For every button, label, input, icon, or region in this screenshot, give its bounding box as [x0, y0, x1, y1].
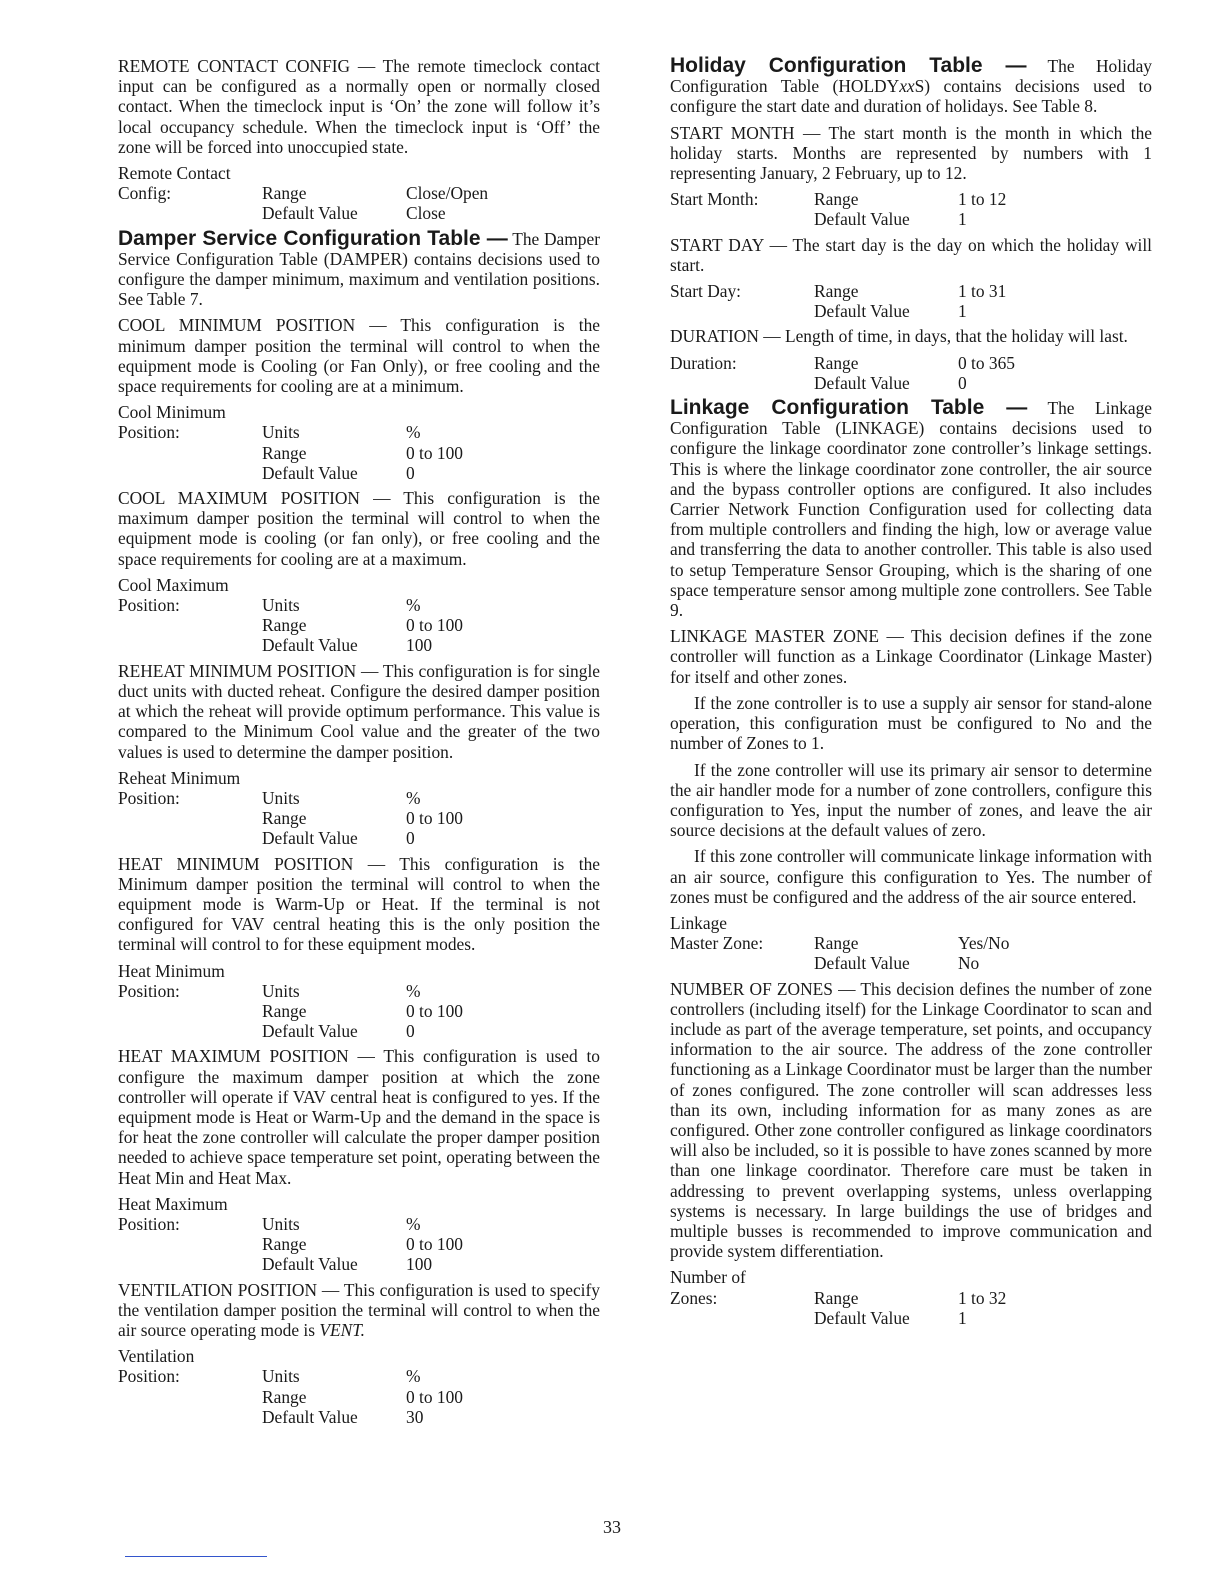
damper-heading: Damper Service Configuration Table — [118, 226, 508, 250]
start-day-config: Start Day: Range 1 to 31 Default Value 1 [670, 281, 1007, 322]
cool-min-text: COOL MINIMUM POSITION — This configuration is the minimum damper position the terminal will control to when the equipment mode is Cooling (or Fan Only), or free cooling and the space requirements for cooling are at a minimum. [118, 315, 600, 397]
start-month-text: START MONTH — The start month is the month in which the holiday starts. Months are represented by numbers with 1 representing January, 2 February, up to 12. [670, 122, 1152, 184]
heat-max-config: Heat Maximum Position: Units % Range 0 to 100 Default Value 100 [118, 1193, 464, 1275]
reheat-min-text: REHEAT MINIMUM POSITION — This configuration is for single duct units with ducted reheat. Configure the desired damper position at which the reheat will provide optimum performance. This value is compared to the Minimum Cool value and the greater of the two values is used to determine the damper position. [118, 660, 600, 762]
heat-max-text: HEAT MAXIMUM POSITION — This configuration is used to configure the maximum damper position at which the zone controller will operate if VAV central heat is configured to yes. If the equipment mode is Heat or Warm-Up and the demand in the space is for heat the zone controller will calculate the proper damper position needed to achieve space temperature set point, operating between the Heat Min and Heat Max. [118, 1046, 600, 1188]
right-column [670, 56, 1152, 1333]
linkage-master-text: LINKAGE MASTER ZONE — This decision defines if the zone controller will function as a Linkage Coordinator (Linkage Master) for itself and other zones. [670, 626, 1152, 687]
start-day-text: START DAY — The start day is the day on which the holiday will start. [670, 234, 1152, 275]
linkage-master-para1: If the zone controller is to use a supply air sensor for stand-alone operation, this configuration must be configured to No and the number of Zones to 1. [670, 692, 1152, 754]
config-name: Remote Contact [118, 163, 231, 184]
ventilation-config: Ventilation Position: Units % Range 0 to 100 Default Value 30 [118, 1346, 464, 1427]
config-row: Config: Range Close/Open [118, 183, 489, 204]
ventilation-text: VENTILATION POSITION — This configuration is used to specify the ventilation damper position the terminal will control to when the air source operating mode is VENT. [118, 1279, 600, 1340]
cool-min-config: Cool Minimum Position: Units % Range 0 to 100 Default Value 0 [118, 402, 464, 483]
holiday-section: Holiday Configuration Table — The Holiday Configuration Table (HOLDYxxS) contains decisions used to configure the start date and duration of holidays. See Table 8. [670, 54, 1153, 117]
duration-text: DURATION — Length of time, in days, that the holiday will last. [670, 326, 1128, 347]
num-zones-config: Number of Zones: Range 1 to 32 Default Value 1 [670, 1267, 1007, 1328]
page-number: 33 [603, 1517, 621, 1537]
reheat-min-config: Reheat Minimum Position: Units % Range 0 to 100 Default Value 0 [118, 767, 464, 849]
linkage-master-para2: If the zone controller will use its primary air sensor to determine the air handler mode for a number of zone controllers, configure this configuration to Yes, input the number of zones, and leave the air source decisions at the default values of zero. [670, 759, 1152, 841]
num-zones-text: NUMBER OF ZONES — This decision defines the number of zone controllers (including itself) for the Linkage Coordinator to scan and include as part of the average temperature, set points, and occupancy information to the air source. The address of the zone controller functioning as a Linkage Coordinator must be larger than the number of zones configured. The zone controller will scan addresses less than its own, including information for as many zones as are configured. Other zone controller configured as linkage coordinators will also be included, so it is possible to have zones scanned by more than one linkage coordinator. Therefore care must be taken in addressing to prevent overlapping systems, unless overlapping systems is necessary. In large buildings the use of bridges and multiple busses is recommended to improve communication and provide system differentiation. [670, 978, 1152, 1262]
left-column [118, 56, 600, 1432]
linkage-master-para3: If this zone controller will communicate linkage information with an air source, configure this configuration to Yes. The number of zones must be configured and the address of the air source entered. [670, 846, 1152, 907]
holiday-heading: Holiday Configuration Table — [670, 54, 1027, 77]
linkage-section: Linkage Configuration Table — The Linkage Configuration Table (LINKAGE) contains decisions used to configure the linkage coordinator zone controller’s linkage settings. This is where the linkage coordinator zone controller, the air source and the bypass controller options are configured. It also includes Carrier Network Function Configuration used for collecting data from multiple controllers and finding the high, low or average value and transferring the data to another controller. This table is also used to setup Temperature Sensor Grouping, which is the sharing of one space temperature sensor among multiple zone controllers. See Table 9. [670, 396, 1152, 621]
heat-min-config: Heat Minimum Position: Units % Range 0 to 100 Default Value 0 [118, 960, 464, 1042]
cool-max-text: COOL MAXIMUM POSITION — This configuration is the maximum damper position the terminal will control to when the equipment mode is cooling (or fan only), or free cooling and the space requirements for cooling are at a maximum. [118, 488, 600, 569]
linkage-heading: Linkage Configuration Table — [670, 396, 1028, 420]
start-month-config: Start Month: Range 1 to 12 Default Value 1 [670, 189, 1007, 230]
config-row: Default Value Close [262, 203, 446, 224]
remote-contact-text: REMOTE CONTACT CONFIG — The remote timeclock contact input can be configured as a normally open or normally closed contact. When the timeclock input is ‘On’ the zone will follow it’s local occupancy schedule. When the timeclock input is ‘Off’ the zone will be forced into unoccupied state. [118, 56, 600, 157]
linkage-master-config: Linkage Master Zone: Range Yes/No Default Value No [670, 912, 1010, 974]
footer-rule [125, 1556, 267, 1557]
damper-section: Damper Service Configuration Table — The Damper Service Configuration Table (DAMPER) contains decisions used to configure the damper minimum, maximum and ventilation positions. See Table 7. [118, 226, 600, 310]
cool-max-config: Cool Maximum Position: Units % Range 0 to 100 Default Value 100 [118, 574, 464, 656]
remote-contact-config [118, 163, 600, 224]
heat-min-text: HEAT MINIMUM POSITION — This configuration is the Minimum damper position the terminal will control to when the equipment mode is Warm-Up or Heat. If the terminal is not configured for VAV central heating this is the only position the terminal will control to for these equipment modes. [118, 853, 600, 955]
duration-config: Duration: Range 0 to 365 Default Value 0 [670, 352, 1016, 393]
